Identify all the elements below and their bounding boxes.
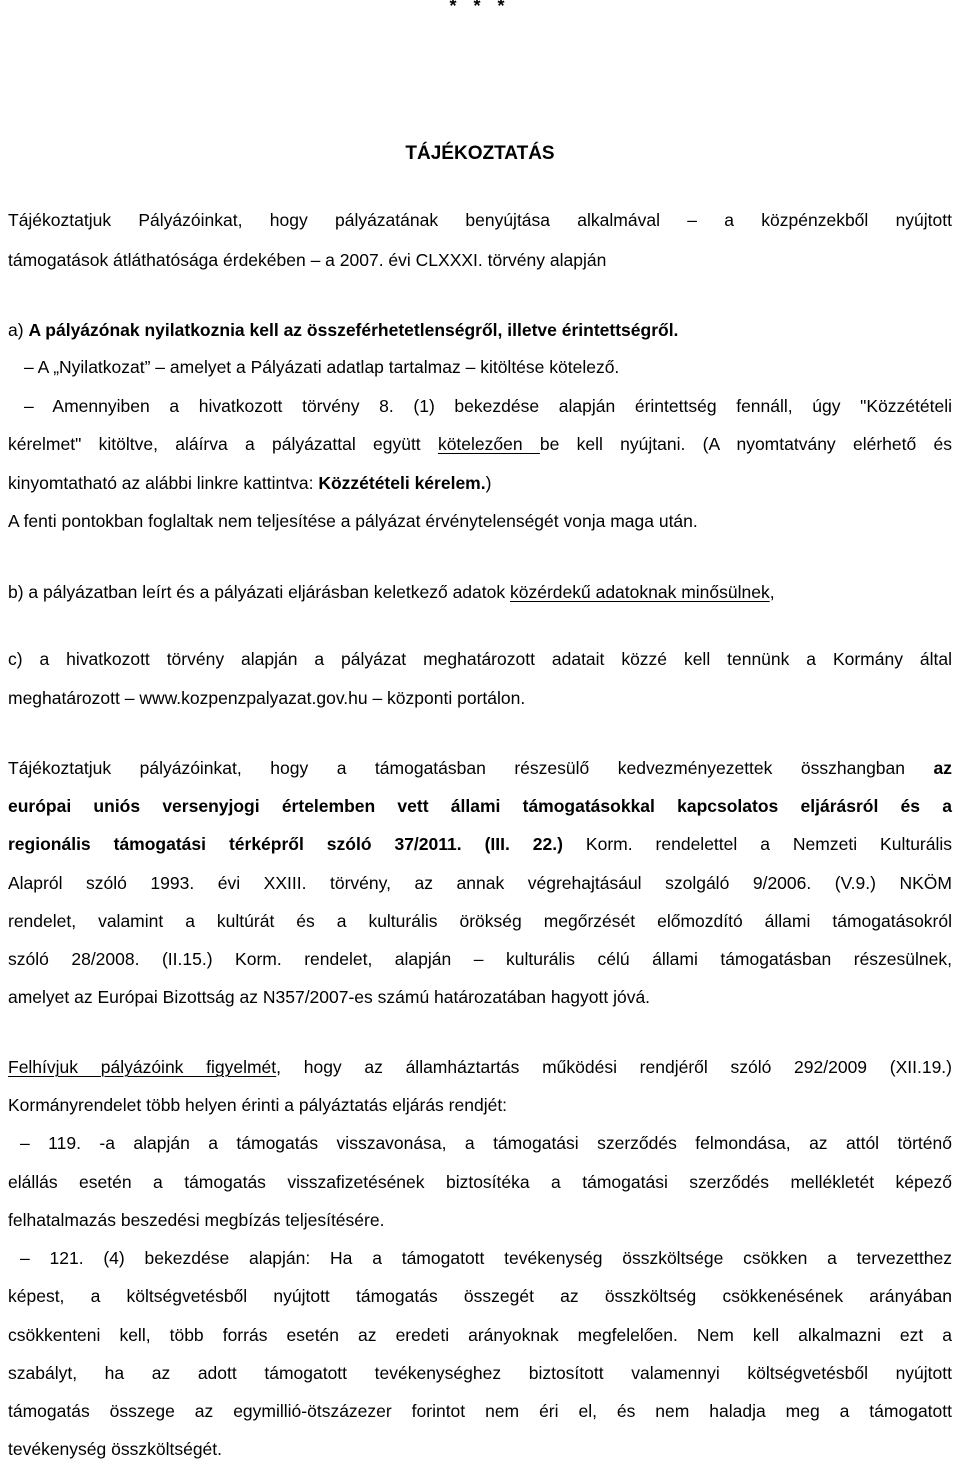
state-aid-line: Alapról szóló 1993. évi XXIII. törvény, az annak végrehajtásául szolgáló 9/2006. (V.9.) NKÖM	[8, 873, 952, 893]
item-a-text: kinyomtatható az alábbi linkre kattintva:	[8, 473, 319, 493]
item-a-prefix: a)	[8, 320, 29, 340]
attention-line	[8, 1055, 952, 1079]
section-separator: * * *	[449, 0, 511, 16]
intro-line: támogatások átláthatósága érdekében – a 2007. évi CLXXXI. törvény alapján	[8, 250, 607, 270]
section-121-line: szabályt, ha az adott támogatott tevékenységhez biztosított valamennyi költségvetésből nyújtott	[8, 1363, 952, 1383]
state-aid-line: rendelet, valamint a kultúrát és a kulturális örökség megőrzését előmozdító állami támogatásokról	[8, 911, 952, 931]
underlined-text: Felhívjuk pályázóink figyelmét	[8, 1057, 277, 1077]
state-aid-line: amelyet az Európai Bizottság az N357/2007-es számú határozatában hagyott jóvá.	[8, 987, 651, 1007]
item-a-sub-line: – Amennyiben a hivatkozott törvény 8. (1) bekezdése alapján érintettség fennáll, úgy "Közzétételi	[24, 396, 952, 416]
section-121-line: képest, a költségvetésből nyújtott támogatás összegét az összköltség csökkenésének arányában	[8, 1286, 952, 1306]
item-a-text: kérelmet" kitöltve, aláírva a pályázattal együtt	[8, 434, 438, 454]
state-aid-line	[8, 832, 952, 856]
state-aid-text: Tájékoztatjuk pályázóinkat, hogy a támogatásban részesülő kedvezményezettek összhangban	[8, 758, 934, 778]
item-a-bold-text: A pályázónak nyilatkoznia kell az összeférhetetlenségről, illetve érintettségről.	[28, 320, 679, 340]
underlined-text: közérdekű adatoknak minősülnek	[509, 582, 770, 602]
public-request-link[interactable]: Közzétételi kérelem.	[318, 473, 486, 493]
item-b-text: b) a pályázatban leírt és a pályázati eljárásban keletkező adatok	[8, 582, 510, 602]
item-a-line: A fenti pontokban foglaltak nem teljesítése a pályázat érvénytelenségét vonja maga után.	[8, 511, 698, 531]
state-aid-line: európai uniós versenyjogi értelemben vett állami támogatásokkal kapcsolatos eljárásról és a	[8, 796, 952, 816]
section-121-line: csökkenteni kell, több forrás esetén az eredeti arányoknak megfelelően. Nem kell alkalmazni ezt a	[8, 1325, 952, 1345]
item-b-text: ,	[769, 582, 775, 602]
state-aid-line: szóló 28/2008. (II.15.) Korm. rendelet, alapján – kulturális célú állami támogatásban részesülnek,	[8, 949, 952, 969]
state-aid-bold: regionális támogatási térképről szóló 37/2011. (III. 22.)	[8, 834, 563, 854]
item-c-line: meghatározott – www.kozpenzpalyazat.gov.hu – központi portálon.	[8, 688, 526, 708]
item-b-line	[8, 580, 952, 604]
state-aid-bold: az	[933, 758, 952, 778]
section-121-line: – 121. (4) bekezdése alapján: Ha a támogatott tevékenység összköltsége csökken a tervezetthez	[20, 1248, 952, 1268]
intro-line: Tájékoztatjuk Pályázóinkat, hogy pályázatának benyújtása alkalmával – a közpénzekből nyújtott	[8, 210, 952, 230]
section-119-line: elállás esetén a támogatás visszafizetésének biztosítéka a támogatási szerződés mellékletét képező	[8, 1172, 952, 1192]
item-a-line	[8, 471, 952, 495]
item-a-sub-line: – A „Nyilatkozat” – amelyet a Pályázati adatlap tartalmaz – kitöltése kötelező.	[24, 357, 620, 377]
section-119-line: felhatalmazás beszedési megbízás teljesítésére.	[8, 1210, 385, 1230]
state-aid-line	[8, 756, 952, 780]
item-a-text: )	[485, 473, 492, 493]
item-a-heading	[8, 318, 952, 342]
item-c-line: c) a hivatkozott törvény alapján a pályázat meghatározott adatait közzé kell tennünk a Kormány által	[8, 649, 952, 669]
section-121-line: támogatás összege az egymillió-ötszázezer forintot nem éri el, és nem haladja meg a támogatott	[8, 1401, 952, 1421]
section-121-line: tevékenység összköltségét.	[8, 1439, 223, 1459]
state-aid-text: Korm. rendelettel a Nemzeti Kulturális	[562, 834, 953, 854]
attention-line: Kormányrendelet több helyen érinti a pályáztatás eljárás rendjét:	[8, 1095, 508, 1115]
item-a-line	[8, 432, 952, 456]
item-a-text: be kell nyújtani. (A nyomtatvány elérhető és	[539, 434, 952, 454]
underlined-text: kötelezően	[437, 434, 540, 454]
section-119-line: – 119. -a alapján a támogatás visszavonása, a támogatási szerződés felmondása, az attól történő	[20, 1133, 952, 1153]
attention-text: , hogy az államháztartás működési rendjéről szóló 292/2009 (XII.19.)	[276, 1057, 952, 1077]
page-title: TÁJÉKOZTATÁS	[405, 143, 555, 164]
